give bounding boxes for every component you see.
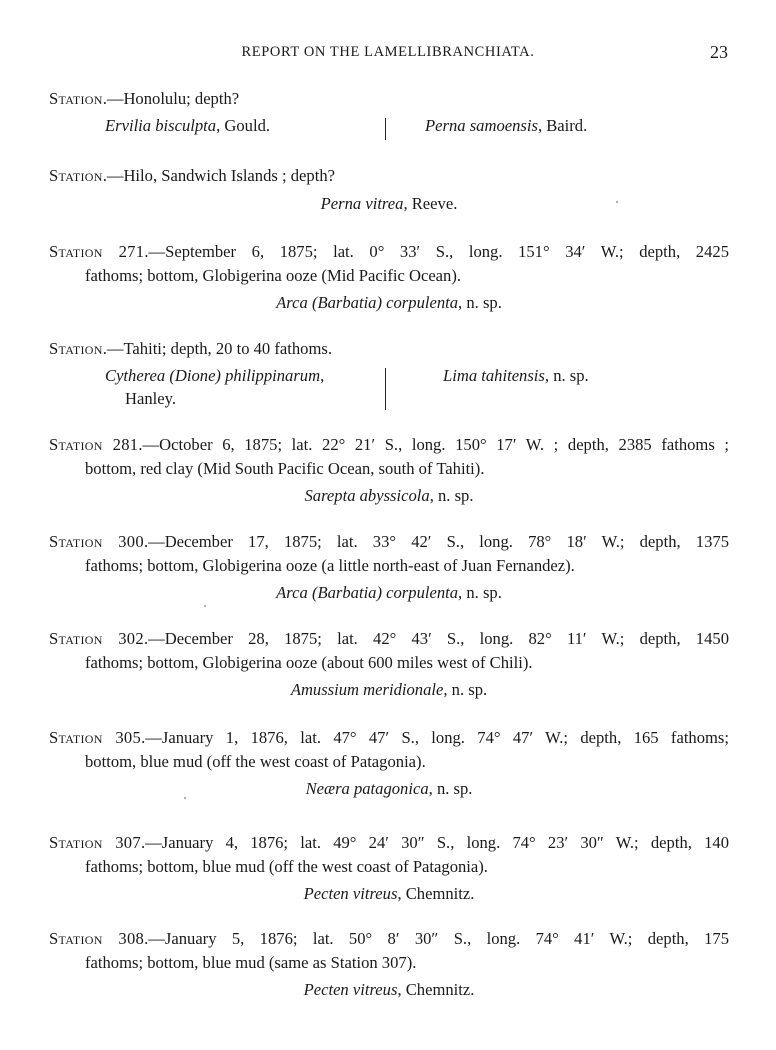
species-author: , Baird.: [537, 115, 588, 135]
species-author: , Chemnitz.: [397, 980, 475, 999]
station-line-continued: bottom, blue mud (off the west coast of Patagonia).: [85, 751, 426, 771]
station-details: .—September 6, 1875; lat. 0° 33′ S., long. 151° 34′ W.; depth, 2425: [144, 242, 729, 261]
station-line: [49, 927, 729, 951]
station-entry-281: [49, 433, 729, 508]
station-line-continued: fathoms; bottom, Globigerina ooze (a little north-east of Juan Fernandez).: [85, 555, 575, 575]
species-left: [105, 364, 375, 411]
station-details: .—October 6, 1875; lat. 22° 21′ S., long. 150° 17′ W. ; depth, 2385 fathoms ;: [138, 435, 730, 454]
station-entry-308: [49, 927, 729, 1002]
station-label: Station 307: [49, 833, 142, 852]
running-head: REPORT ON THE LAMELLIBRANCHIATA.: [241, 44, 535, 60]
print-speck: [616, 201, 618, 203]
station-line: [49, 433, 729, 457]
species-right: [425, 114, 587, 138]
species-line: [49, 974, 729, 1002]
station-line: [49, 337, 729, 361]
station-line: [49, 164, 729, 188]
station-label: Station: [49, 89, 103, 108]
species-author: , n. sp.: [544, 365, 589, 385]
species-right: [443, 364, 589, 388]
species-author: , Gould.: [216, 115, 271, 135]
species-author: , n. sp.: [428, 779, 473, 798]
column-divider: [385, 368, 386, 410]
station-line-continued: fathoms; bottom, blue mud (same as Station 307).: [85, 952, 417, 972]
station-entry-271: [49, 240, 729, 315]
species-name: Pecten vitreus: [303, 980, 398, 999]
station-line-continued: fathoms; bottom, Globigerina ooze (about 600 miles west of Chili).: [85, 652, 533, 672]
species-line: [49, 480, 729, 508]
station-details: .—December 17, 1875; lat. 33° 42′ S., long. 78° 18′ W.; depth, 1375: [143, 532, 729, 551]
station-details: .—December 28, 1875; lat. 42° 43′ S., long. 82° 11′ W.; depth, 1450: [144, 629, 729, 648]
station-line: [49, 240, 729, 264]
station-details: .—Honolulu; depth?: [102, 89, 240, 108]
species-author: , n. sp.: [443, 680, 488, 699]
station-details: .—January 4, 1876; lat. 49° 24′ 30″ S., long. 74° 23′ 30″ W.; depth, 140: [141, 833, 730, 852]
species-name: Amussium meridionale: [290, 680, 444, 699]
species-two-column: [49, 364, 729, 414]
station-entry-tahiti: [49, 337, 729, 414]
station-line-continued: fathoms; bottom, Globigerina ooze (Mid Pacific Ocean).: [85, 265, 462, 285]
station-entry-305: [49, 726, 729, 801]
species-name: Perna vitrea: [320, 193, 404, 213]
station-entry-honolulu: [49, 87, 729, 140]
column-divider: [385, 118, 386, 140]
species-name: Cytherea (Dione) philippinarum,: [105, 365, 325, 385]
station-line-continued: bottom, red clay (Mid South Pacific Ocean, south of Tahiti).: [85, 458, 485, 478]
station-entry-300: [49, 530, 729, 605]
page-number: 23: [710, 42, 728, 62]
station-label: Station: [49, 339, 103, 358]
species-name: Sarepta abyssicola: [304, 486, 430, 505]
species-name: Lima tahitensis: [443, 365, 545, 385]
species-left: [105, 114, 375, 138]
species-author: , n. sp.: [458, 583, 502, 602]
station-entry-hilo: [49, 164, 729, 215]
species-author: , Chemnitz.: [397, 884, 475, 903]
station-label: Station: [49, 166, 103, 185]
station-details: .—Hilo, Sandwich Islands ; depth?: [102, 166, 335, 185]
station-label: Station 281: [49, 435, 139, 454]
print-speck: [184, 797, 186, 799]
species-name: Ervilia bisculpta: [105, 115, 217, 135]
station-line: [49, 87, 729, 111]
species-line: [49, 674, 729, 702]
station-line: [49, 726, 729, 750]
station-label: Station 271: [49, 242, 145, 261]
station-details: .—January 1, 1876, lat. 47° 47′ S., long. 74° 47′ W.; depth, 165 fathoms;: [141, 728, 729, 747]
species-author: Hanley.: [125, 389, 176, 408]
species-author: , n. sp.: [458, 293, 502, 312]
species-name: Arca (Barbatia) corpulenta: [276, 583, 459, 602]
station-line-continued: fathoms; bottom, blue mud (off the west coast of Patagonia).: [85, 856, 488, 876]
species-line: [49, 287, 729, 315]
species-line: [49, 577, 729, 605]
species-two-column: [49, 114, 729, 140]
species-line: [49, 773, 729, 801]
species-line: [49, 878, 729, 906]
species-name: Arca (Barbatia) corpulenta: [276, 293, 459, 312]
station-label: Station 300: [49, 532, 144, 551]
species-line: [49, 188, 729, 216]
station-line: [49, 831, 729, 855]
species-name: Neæra patagonica: [305, 779, 429, 798]
station-details: .—Tahiti; depth, 20 to 40 fathoms.: [102, 339, 332, 358]
station-entry-302: [49, 627, 729, 702]
station-label: Station 305: [49, 728, 142, 747]
station-label: Station 308: [49, 929, 145, 948]
station-line: [49, 627, 729, 651]
print-speck: [204, 605, 206, 607]
station-details: .—January 5, 1876; lat. 50° 8′ 30″ S., long. 74° 41′ W.; depth, 175: [144, 929, 730, 948]
species-name: Pecten vitreus: [303, 884, 398, 903]
station-line: [49, 530, 729, 554]
species-author: , n. sp.: [429, 486, 474, 505]
species-author: , Reeve.: [403, 193, 458, 213]
station-label: Station 302: [49, 629, 144, 648]
station-entry-307: [49, 831, 729, 906]
species-name: Perna samoensis: [425, 115, 538, 135]
